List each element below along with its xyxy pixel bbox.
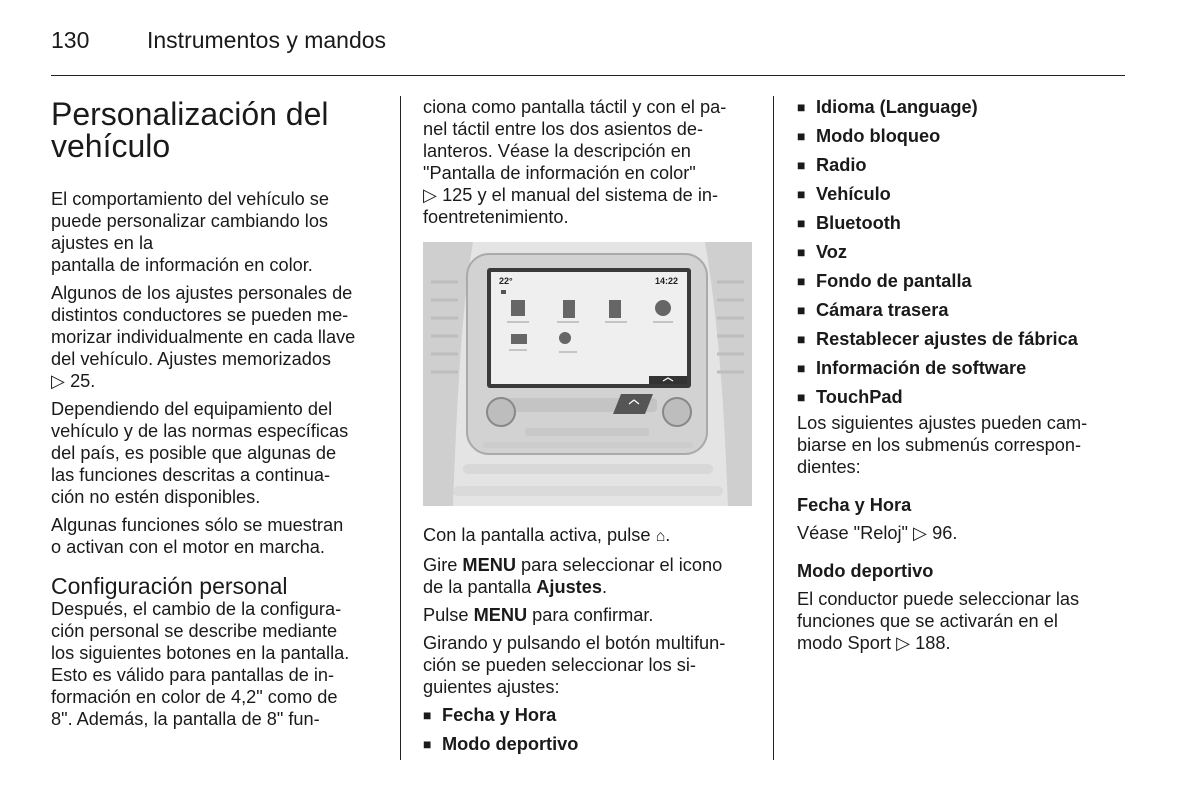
paragraph-touch bbox=[423, 96, 758, 228]
page-ref[interactable]: 96. bbox=[932, 523, 958, 543]
list-item: ■ Bluetooth bbox=[797, 212, 1127, 241]
ref-arrow-icon: ▷ bbox=[896, 633, 911, 653]
text-line: o activan con el motor en marcha. bbox=[51, 537, 325, 557]
text-line: biarse en los submenús correspon- bbox=[797, 435, 1082, 455]
subheading-modo: Modo deportivo bbox=[797, 561, 934, 581]
text-line: Con la pantalla activa, pulse bbox=[423, 525, 651, 545]
section-title: Instrumentos y mandos bbox=[147, 27, 387, 53]
text-line: ajustes en la bbox=[51, 233, 154, 253]
ajustes-label: Ajustes bbox=[536, 577, 602, 597]
list-item: ■ TouchPad bbox=[797, 386, 1127, 412]
text-line: guientes ajustes: bbox=[423, 677, 560, 697]
text-line: 125 y el manual del sistema de in- bbox=[442, 185, 719, 205]
column-2-lower bbox=[423, 524, 763, 762]
paragraph-equipment bbox=[51, 398, 391, 508]
text-line: ción se pueden seleccionar los si- bbox=[423, 655, 696, 675]
infotainment-illustration bbox=[423, 242, 752, 506]
paragraph-press bbox=[423, 524, 763, 548]
text-line: para confirmar. bbox=[527, 605, 654, 625]
list-item: ■ Vehículo bbox=[797, 183, 1127, 212]
paragraph-memorize bbox=[51, 282, 391, 392]
paragraph-girando bbox=[423, 632, 763, 698]
text-line: distintos conductores se pueden me- bbox=[51, 305, 349, 325]
text-line: Algunos de los ajustes personales de bbox=[51, 283, 353, 303]
text-line: Girando y pulsando el botón multifun- bbox=[423, 633, 726, 653]
text-line: El comportamiento del vehículo se bbox=[51, 189, 330, 209]
text-line: El conductor puede seleccionar las bbox=[797, 589, 1080, 609]
text-line: ción no estén disponibles. bbox=[51, 487, 261, 507]
ref-arrow-icon: ▷ bbox=[51, 371, 65, 391]
text-line: . bbox=[601, 577, 608, 597]
text-line: . bbox=[665, 525, 671, 545]
ref-arrow-icon: ▷ bbox=[423, 185, 437, 205]
text-line: de la pantalla bbox=[423, 577, 537, 597]
paragraph-turn bbox=[423, 554, 763, 598]
column-divider-1 bbox=[400, 96, 401, 760]
text-line: Después, el cambio de la configura- bbox=[51, 599, 342, 619]
list-item: ■ Idioma (Language) bbox=[797, 96, 1127, 125]
list-item: ■ Fecha y Hora bbox=[423, 704, 763, 733]
list-item: ■ Fondo de pantalla bbox=[797, 270, 1127, 299]
column-1 bbox=[51, 98, 391, 736]
text-line: pantalla de información en color. bbox=[51, 255, 313, 275]
screen-temp: 22° bbox=[499, 276, 513, 286]
paragraph-fecha bbox=[797, 522, 1127, 544]
menu-label: MENU bbox=[462, 555, 516, 575]
page-ref[interactable]: 188. bbox=[915, 633, 951, 653]
list-item: ■ Restablecer ajustes de fábrica bbox=[797, 328, 1127, 357]
text-line: los siguientes botones en la pantalla. bbox=[51, 643, 350, 663]
page-title bbox=[51, 98, 391, 162]
paragraph-intro bbox=[51, 188, 391, 276]
text-line: nel táctil entre los dos asientos de- bbox=[423, 119, 704, 139]
paragraph-confirm bbox=[423, 604, 763, 626]
text-line: Algunas funciones sólo se muestran bbox=[51, 515, 344, 535]
text-line: puede personalizar cambiando los bbox=[51, 211, 329, 231]
running-header bbox=[51, 26, 386, 54]
list-item: ■ Modo bloqueo bbox=[797, 125, 1127, 154]
text-line: Gire bbox=[423, 555, 463, 575]
menu-label: MENU bbox=[473, 605, 528, 625]
paragraph-submenus bbox=[797, 412, 1127, 478]
settings-list-b bbox=[797, 96, 1127, 412]
text-line: Pulse bbox=[423, 605, 474, 625]
settings-list-a bbox=[423, 704, 763, 762]
text-line: Dependiendo del equipamiento del bbox=[51, 399, 333, 419]
column-3 bbox=[797, 96, 1127, 660]
screen-time: 14:22 bbox=[655, 276, 679, 286]
ref-arrow-icon: ▷ bbox=[913, 523, 928, 543]
text-line: lanteros. Véase la descripción en bbox=[423, 141, 691, 161]
text-line: foentretenimiento. bbox=[423, 207, 569, 227]
text-line: vehículo y de las normas específicas bbox=[51, 421, 349, 441]
home-icon: ⌂ bbox=[655, 528, 666, 545]
text-line: formación en color de 4,2" como de bbox=[51, 687, 338, 707]
paragraph-modo bbox=[797, 588, 1127, 654]
text-line: ciona como pantalla táctil y con el pa- bbox=[423, 97, 727, 117]
text-line: para seleccionar el icono bbox=[515, 555, 723, 575]
header-rule bbox=[51, 75, 1125, 76]
column-2 bbox=[423, 96, 758, 234]
text-line: funciones que se activarán en el bbox=[797, 611, 1058, 631]
paragraph-config bbox=[51, 598, 391, 730]
page-number: 130 bbox=[51, 27, 90, 53]
list-item: ■ Información de software bbox=[797, 357, 1127, 386]
infotainment-photo bbox=[423, 242, 752, 506]
subheading-fecha: Fecha y Hora bbox=[797, 495, 912, 515]
subheading-config: Configuración personal bbox=[51, 573, 288, 599]
text-line: del vehículo. Ajustes memorizados bbox=[51, 349, 332, 369]
title-line-1: Personalización del bbox=[51, 96, 329, 132]
title-line-2: vehículo bbox=[51, 128, 171, 164]
text-line: Esto es válido para pantallas de in- bbox=[51, 665, 335, 685]
column-divider-2 bbox=[773, 96, 774, 760]
text-line: del país, es posible que algunas de bbox=[51, 443, 337, 463]
list-item: ■ Modo deportivo bbox=[423, 733, 763, 762]
page-ref[interactable]: 25. bbox=[70, 371, 96, 391]
text-line: Véase "Reloj" bbox=[797, 523, 908, 543]
text-line: las funciones descritas a continua- bbox=[51, 465, 331, 485]
text-line: dientes: bbox=[797, 457, 861, 477]
paragraph-engine bbox=[51, 514, 391, 558]
text-line: Los siguientes ajustes pueden cam- bbox=[797, 413, 1088, 433]
text-line: "Pantalla de información en color" bbox=[423, 163, 696, 183]
text-line: modo Sport bbox=[797, 633, 892, 653]
list-item: ■ Radio bbox=[797, 154, 1127, 183]
list-item: ■ Cámara trasera bbox=[797, 299, 1127, 328]
list-item: ■ Voz bbox=[797, 241, 1127, 270]
text-line: ción personal se describe mediante bbox=[51, 621, 338, 641]
text-line: morizar individualmente en cada llave bbox=[51, 327, 356, 347]
text-line: 8". Además, la pantalla de 8" fun- bbox=[51, 709, 320, 729]
